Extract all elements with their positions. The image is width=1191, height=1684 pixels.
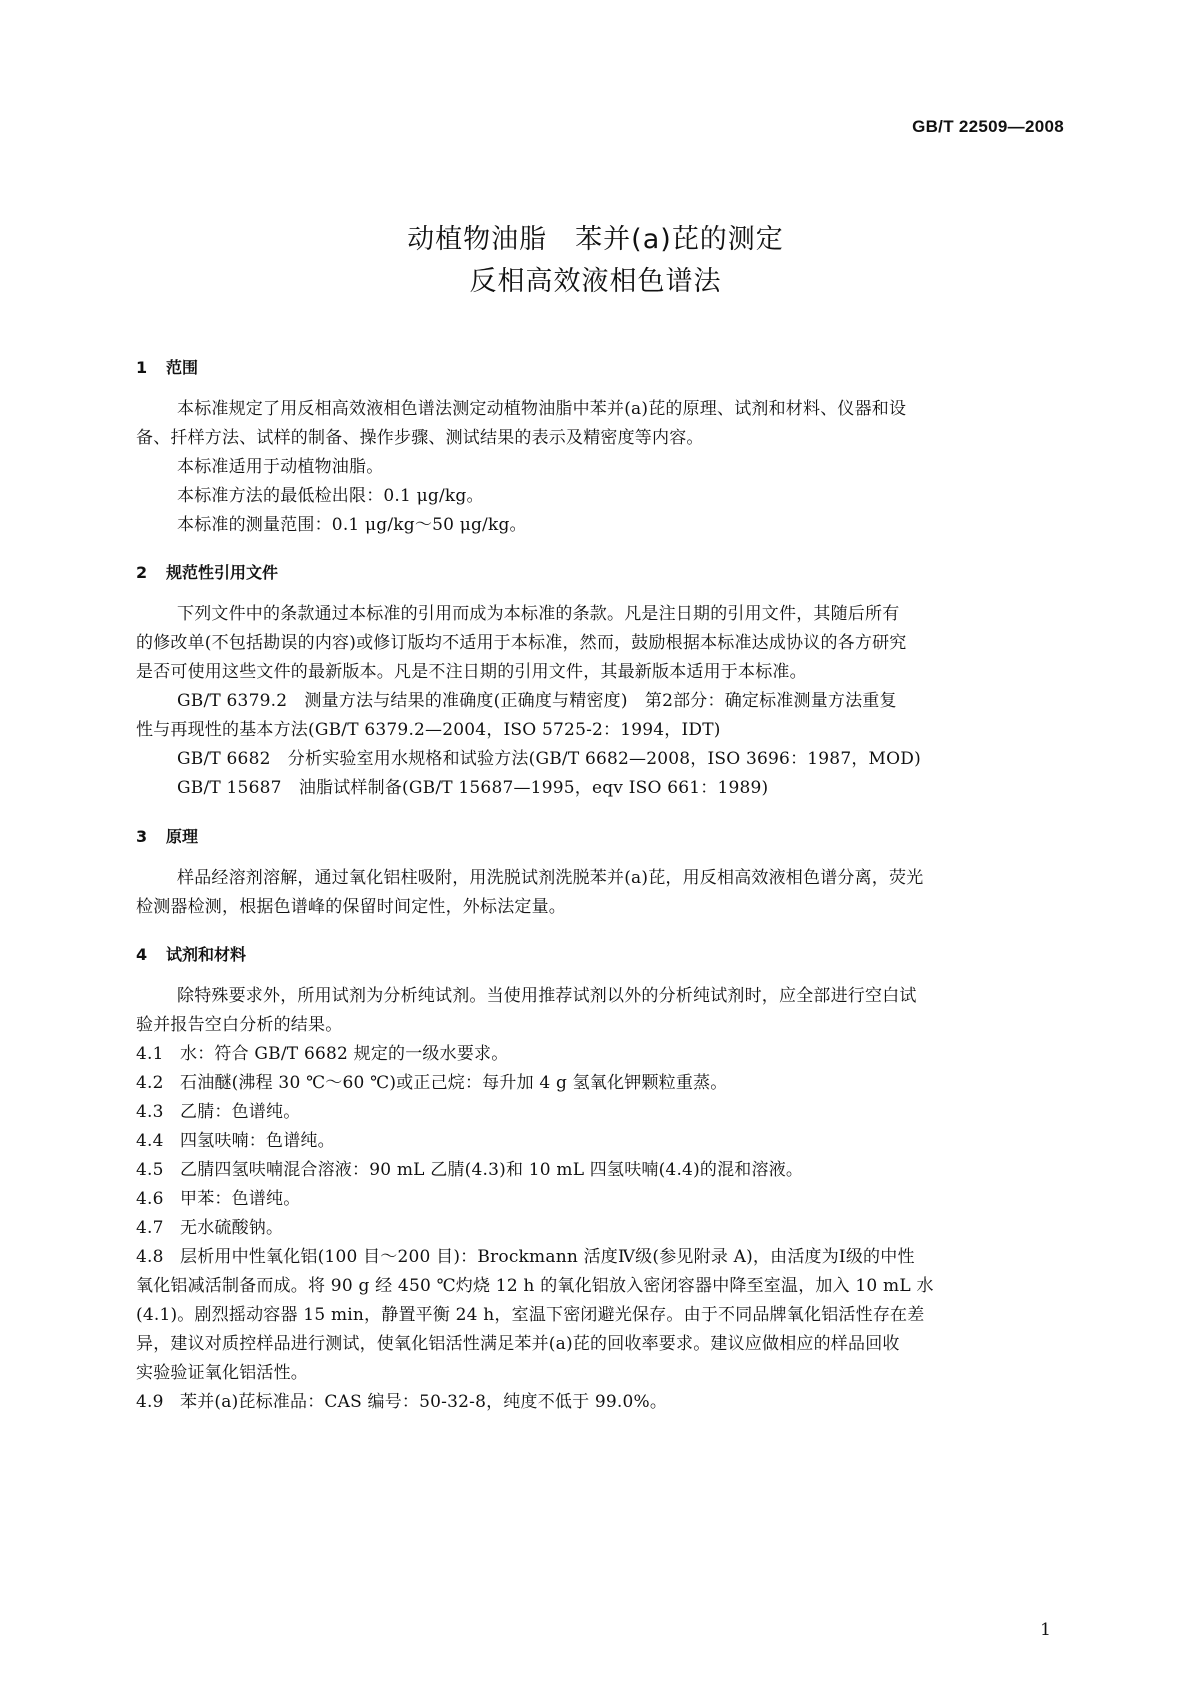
item-number: 4.8	[136, 1247, 164, 1267]
principle-line: 样品经溶剂溶解，通过氧化铝柱吸附，用洗脱试剂洗脱苯并(a)芘，用反相高效液相色谱分离，荧光	[177, 868, 924, 888]
section-title: 原理	[166, 827, 199, 846]
item-text: 水：符合 GB/T 6682 规定的一级水要求。	[180, 1044, 509, 1064]
reagent-item	[136, 1131, 335, 1151]
reagent-item	[136, 1160, 803, 1180]
reagent-item-alumina-cont: 实验验证氧化铝活性。	[136, 1363, 308, 1383]
section-heading-scope	[136, 355, 198, 378]
scope-paragraph-line: 本标准规定了用反相高效液相色谱法测定动植物油脂中苯并(a)芘的原理、试剂和材料、仪器和设	[177, 399, 907, 419]
item-number: 4.7	[136, 1218, 164, 1238]
reagent-item-alumina	[136, 1247, 915, 1267]
reference-gbt-6379: GB/T 6379.2 测量方法与结果的准确度(正确度与精密度) 第2部分：确定标准测量方法重复	[177, 691, 897, 711]
item-text: 层析用中性氧化铝(100 目～200 目)：Brockmann 活度Ⅳ级(参见附录 A)，由活度为Ⅰ级的中性	[180, 1247, 915, 1267]
section-number: 1	[136, 358, 148, 377]
references-intro-line: 是否可使用这些文件的最新版本。凡是不注日期的引用文件，其最新版本适用于本标准。	[136, 662, 807, 682]
section-heading-reagents	[136, 942, 246, 965]
item-number: 4.1	[136, 1044, 164, 1064]
reagent-item-alumina-cont: 氧化铝减活制备而成。将 90 g 经 450 ℃灼烧 12 h 的氧化铝放入密闭容器中降至室温，加入 10 mL 水	[136, 1276, 934, 1296]
item-number: 4.4	[136, 1131, 164, 1151]
section-number: 4	[136, 945, 148, 964]
reference-gbt-6682: GB/T 6682 分析实验室用水规格和试验方法(GB/T 6682—2008，ISO 3696：1987，MOD)	[177, 749, 921, 769]
principle-line: 检测器检测，根据色谱峰的保留时间定性，外标法定量。	[136, 897, 566, 917]
section-number: 2	[136, 563, 148, 582]
reagent-item	[136, 1189, 300, 1209]
references-intro-line: 下列文件中的条款通过本标准的引用而成为本标准的条款。凡是注日期的引用文件，其随后所有	[177, 604, 900, 624]
reagent-item-standard	[136, 1392, 667, 1412]
item-text: 石油醚(沸程 30 ℃～60 ℃)或正己烷：每升加 4 g 氢氧化钾颗粒重蒸。	[180, 1073, 728, 1093]
scope-measurement-range: 本标准的测量范围：0.1 μg/kg～50 μg/kg。	[177, 515, 527, 535]
item-text: 苯并(a)芘标准品：CAS 编号：50-32-8，纯度不低于 99.0%。	[180, 1392, 668, 1412]
reagents-intro-line: 验并报告空白分析的结果。	[136, 1015, 343, 1035]
reagents-intro-line: 除特殊要求外，所用试剂为分析纯试剂。当使用推荐试剂以外的分析纯试剂时，应全部进行空白试	[177, 986, 917, 1006]
item-number: 4.6	[136, 1189, 164, 1209]
reference-gbt-6379-cont: 性与再现性的基本方法(GB/T 6379.2—2004，ISO 5725-2：1994，IDT)	[136, 720, 721, 740]
scope-applicability: 本标准适用于动植物油脂。	[177, 457, 384, 477]
section-heading-references	[136, 560, 278, 583]
reference-gbt-15687: GB/T 15687 油脂试样制备(GB/T 15687—1995，eqv ISO 661：1989)	[177, 778, 769, 798]
item-number: 4.2	[136, 1073, 164, 1093]
section-title: 规范性引用文件	[166, 563, 279, 582]
item-text: 四氢呋喃：色谱纯。	[180, 1131, 335, 1151]
item-text: 无水硫酸钠。	[180, 1218, 284, 1238]
reagent-item-alumina-cont: (4.1)。剧烈摇动容器 15 min，静置平衡 24 h，室温下密闭避光保存。由于不同品牌氧化铝活性存在差	[136, 1305, 925, 1325]
item-number: 4.9	[136, 1392, 164, 1412]
document-title-line-2: 反相高效液相色谱法	[469, 266, 722, 297]
references-intro-line: 的修改单(不包括勘误的内容)或修订版均不适用于本标准，然而，鼓励根据本标准达成协议的各方研究	[136, 633, 907, 653]
document-title-line-1: 动植物油脂 苯并(a)芘的测定	[407, 224, 784, 255]
standard-code: GB/T 22509—2008	[912, 117, 1064, 136]
item-number: 4.3	[136, 1102, 164, 1122]
reagent-item	[136, 1218, 283, 1238]
item-text: 甲苯：色谱纯。	[180, 1189, 301, 1209]
item-text: 乙腈四氢呋喃混合溶液：90 mL 乙腈(4.3)和 10 mL 四氢呋喃(4.4)的混和溶液。	[180, 1160, 804, 1180]
scope-paragraph-line: 备、扦样方法、试样的制备、操作步骤、测试结果的表示及精密度等内容。	[136, 428, 704, 448]
scope-detection-limit: 本标准方法的最低检出限：0.1 μg/kg。	[177, 486, 484, 506]
page-number: 1	[1040, 1620, 1051, 1640]
item-number: 4.5	[136, 1160, 164, 1180]
item-text: 乙腈：色谱纯。	[180, 1102, 301, 1122]
section-number: 3	[136, 827, 148, 846]
section-heading-principle	[136, 824, 198, 847]
reagent-item	[136, 1044, 508, 1064]
section-title: 试剂和材料	[166, 945, 247, 964]
reagent-item	[136, 1073, 727, 1093]
section-title: 范围	[166, 358, 199, 377]
reagent-item-alumina-cont: 异，建议对质控样品进行测试，使氧化铝活性满足苯并(a)芘的回收率要求。建议应做相应的样品回收	[136, 1334, 900, 1354]
reagent-item	[136, 1102, 300, 1122]
